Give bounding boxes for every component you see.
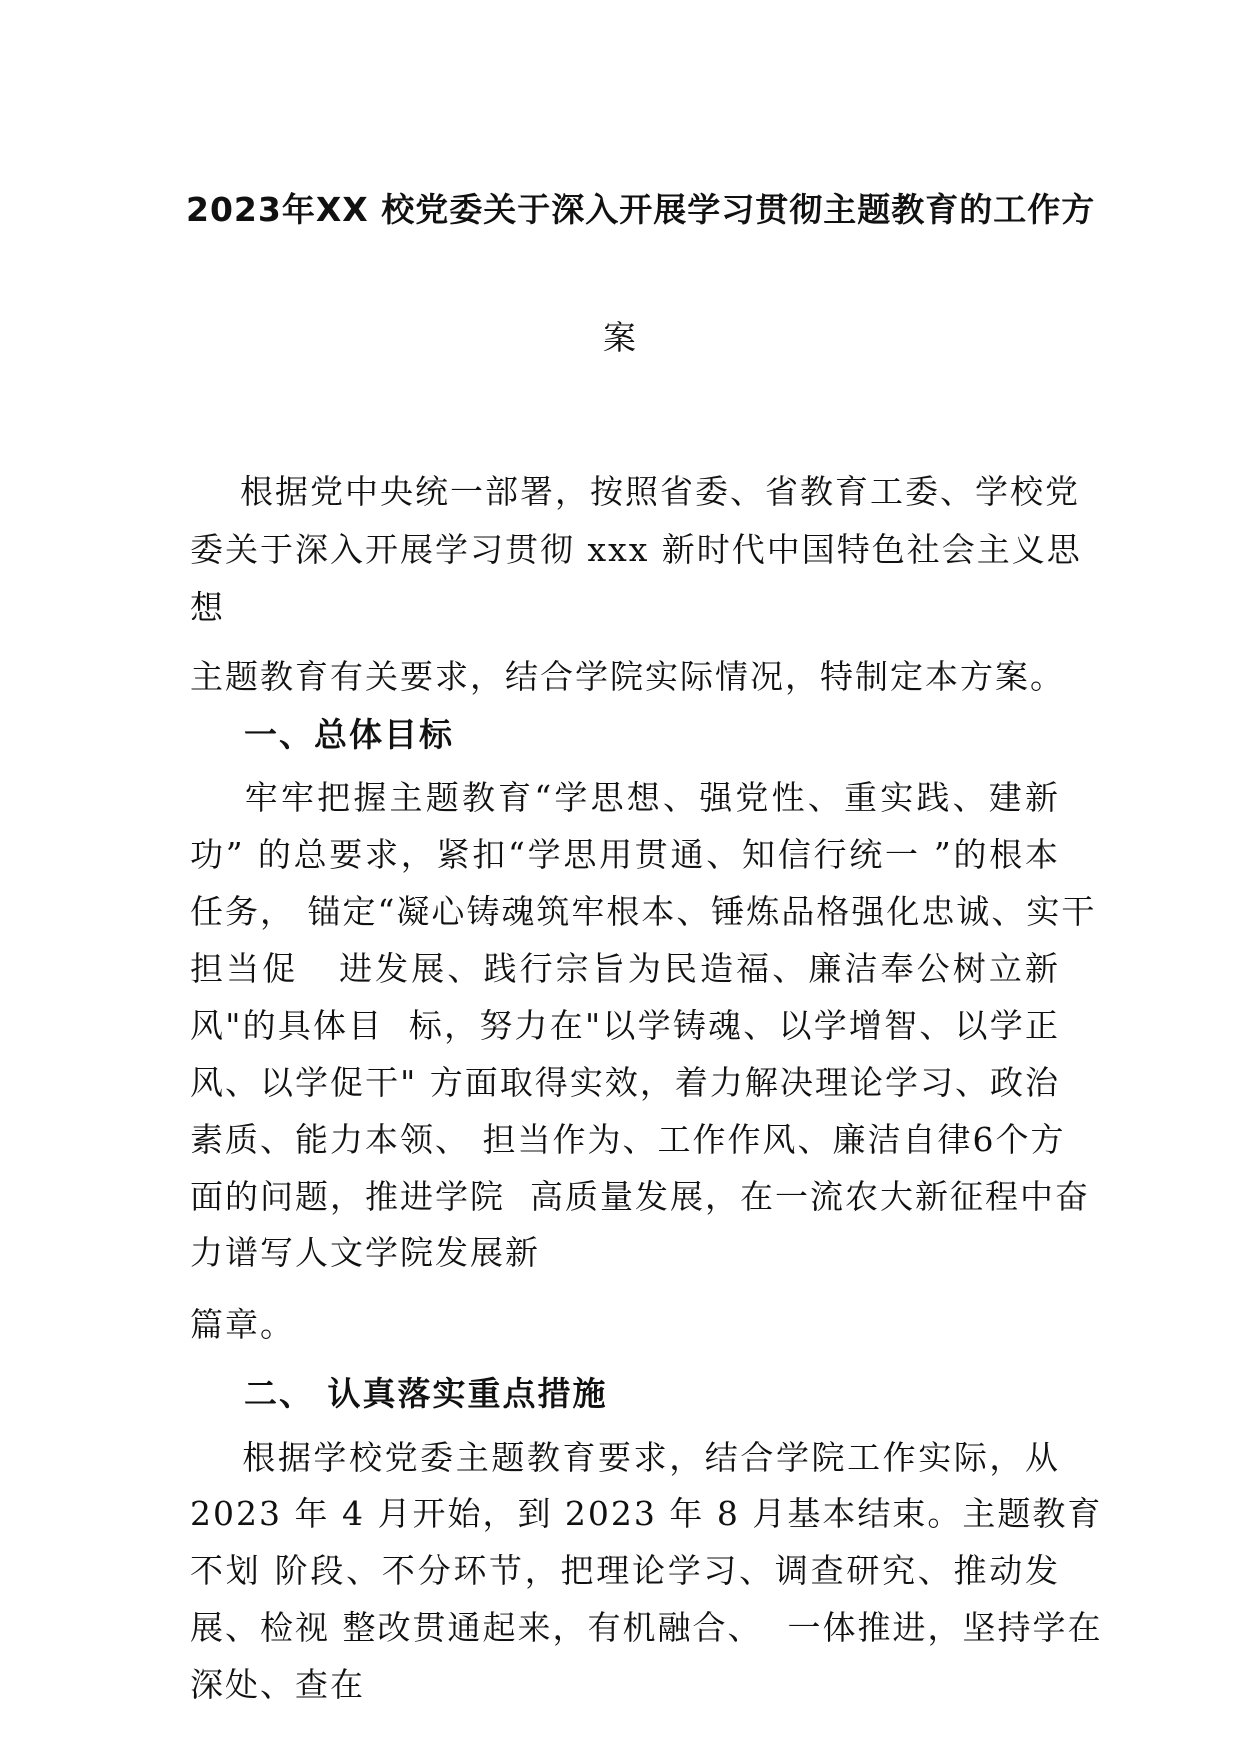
document-title-line-1: 2023年XX 校党委关于深入开展学习贯彻主题教育的工作方 (186, 190, 1096, 229)
paragraph-3-line-1: 根据学校党委主题教育要求，结合学院工作实际，从 (190, 1438, 1060, 1477)
section-heading-1: 一、总体目标 (190, 715, 454, 754)
paragraph-3-line-4: 展、检视 整改贯通起来，有机融合、 一体推进，坚持学在 (190, 1608, 1103, 1647)
paragraph-3-line-5: 深处、查在 (190, 1665, 365, 1704)
paragraph-2-line-6: 风、以学促干" 方面取得实效，着力解决理论学习、政治 (190, 1063, 1060, 1102)
paragraph-2-line-7: 素质、能力本领、 担当作为、工作作风、廉洁自律6个方 (190, 1120, 1066, 1159)
paragraph-2-line-1: 牢牢把握主题教育“学思想、强党性、重实践、建新 (190, 778, 1060, 817)
paragraph-1-line-3: 想 (190, 588, 225, 627)
paragraph-2-line-9: 力谱写人文学院发展新 (190, 1233, 540, 1272)
paragraph-1-line-1: 根据党中央统一部署，按照省委、省教育工委、学校党 (190, 472, 1080, 511)
paragraph-3-line-2: 2023 年 4 月开始，到 2023 年 8 月基本结束。主题教育 (190, 1494, 1103, 1533)
paragraph-2-line-5: 风"的具体目 标，努力在"以学铸魂、以学增智、以学正 (190, 1006, 1060, 1045)
paragraph-2-line-2: 功” 的总要求，紧扣“学思用贯通、知信行统一 ”的根本 (190, 835, 1060, 874)
paragraph-2-line-10: 篇章。 (190, 1305, 295, 1344)
paragraph-1-line-2: 委关于深入开展学习贯彻 xxx 新时代中国特色社会主义思 (190, 530, 1082, 569)
paragraph-1-line-4: 主题教育有关要求，结合学院实际情况，特制定本方案。 (190, 657, 1065, 696)
paragraph-2-line-4: 担当促 进发展、践行宗旨为民造福、廉洁奉公树立新 (190, 949, 1060, 988)
section-heading-2: 二、 认真落实重点措施 (190, 1374, 608, 1413)
document-title-line-2: 案 (603, 318, 638, 357)
paragraph-2-line-8: 面的问题，推进学院 高质量发展，在一流农大新征程中奋 (190, 1177, 1090, 1216)
paragraph-2-line-3: 任务， 锚定“凝心铸魂筑牢根本、锤炼品格强化忠诚、实干 (190, 892, 1097, 931)
paragraph-3-line-3: 不划 阶段、不分环节，把理论学习、调查研究、推动发 (190, 1551, 1060, 1590)
